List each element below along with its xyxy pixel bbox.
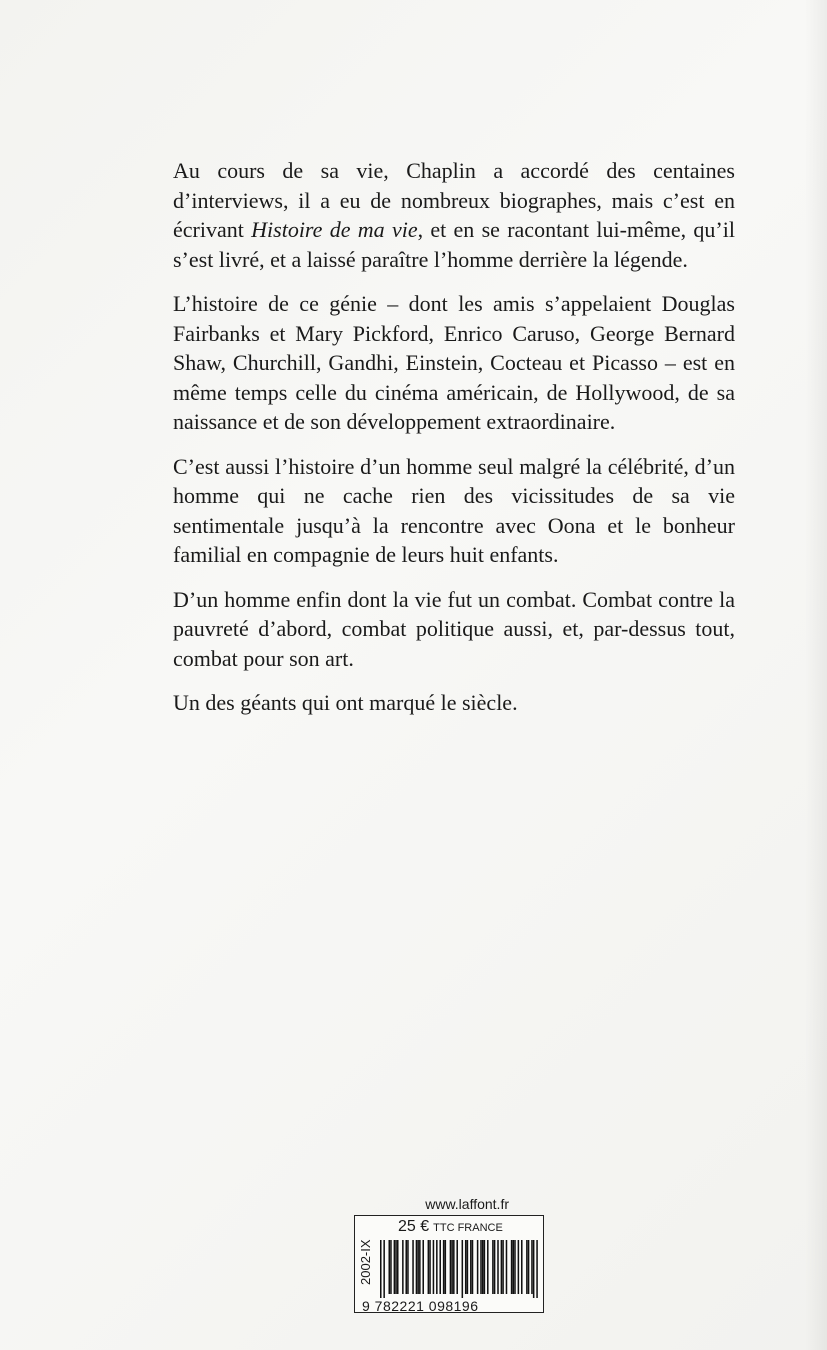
barcode-bar	[383, 1240, 385, 1298]
barcode-bar	[497, 1240, 499, 1294]
isbn-digits: 9 782221 098196	[362, 1298, 479, 1314]
barcode-bar	[536, 1240, 538, 1298]
page-edge-shadow	[805, 0, 827, 1350]
barcode-bar	[443, 1240, 445, 1294]
barcode-bar	[484, 1240, 486, 1294]
blurb-paragraph-2: L’histoire de ce génie – dont les amis s’appelaient Douglas Fairbanks et Mary Pickford, Enrico Caruso, George Bernard Shaw, Churchill, Gandhi, Einstein, Cocteau et Picasso – est en même temps celle du cinéma américain, de Hollywood, de sa naissance et de son développement extraordinaire.	[173, 291, 735, 434]
barcode-bar	[521, 1240, 523, 1294]
barcode-bar	[513, 1240, 515, 1294]
price-suffix: TTC FRANCE	[433, 1222, 503, 1234]
barcode-bar	[422, 1240, 424, 1294]
barcode-bar	[482, 1240, 484, 1294]
barcode-bar	[533, 1240, 535, 1298]
barcode-bar	[506, 1240, 508, 1294]
barcode-bar	[395, 1240, 397, 1294]
barcode-bar	[470, 1240, 472, 1294]
back-cover-blurb	[173, 156, 735, 733]
barcode-bar	[462, 1240, 464, 1298]
barcode-bar	[394, 1240, 396, 1294]
barcode-bar	[380, 1240, 382, 1298]
barcode-bar	[531, 1240, 533, 1294]
barcode-bar	[388, 1240, 390, 1294]
barcode-bar	[465, 1240, 467, 1294]
price-amount: 25 €	[398, 1218, 430, 1235]
barcode-bar	[494, 1240, 496, 1294]
barcode-bar	[407, 1240, 409, 1294]
barcode-bar	[518, 1240, 520, 1294]
barcode-bar	[502, 1240, 504, 1294]
barcode-bar	[514, 1240, 516, 1294]
barcode-bar	[453, 1240, 455, 1294]
barcode-bar	[480, 1240, 482, 1294]
barcode-bar	[477, 1240, 479, 1294]
isbn-barcode	[380, 1240, 538, 1298]
barcode-bar	[526, 1240, 528, 1294]
barcode-bar	[402, 1240, 404, 1294]
price-label	[398, 1218, 503, 1236]
publisher-url: www.laffont.fr	[425, 1196, 509, 1212]
barcode-bar	[412, 1240, 414, 1294]
blurb-paragraph-5: Un des géants qui ont marqué le siècle.	[173, 690, 518, 715]
barcode-bar	[419, 1240, 421, 1294]
blurb-paragraph-4: D’un homme enfin dont la vie fut un combat. Combat contre la pauvreté d’abord, combat politique aussi, et, par-dessus tout, combat pour son art.	[173, 586, 735, 671]
barcode-bar	[450, 1240, 452, 1294]
barcode-bar	[501, 1240, 503, 1294]
book-title: Histoire de ma vie	[251, 217, 418, 242]
barcode-bar	[390, 1240, 392, 1294]
barcode-bar	[451, 1240, 453, 1294]
blurb-paragraph-3: C’est aussi l’histoire d’un homme seul malgré la célébrité, d’un homme qui ne cache rien des vicissitudes de sa vie sentimentale jusqu’à la rencontre avec Oona et le bonheur familial en compagnie de leurs huit enfants.	[173, 453, 735, 567]
barcode-bar	[472, 1240, 474, 1294]
barcode-bar	[429, 1240, 431, 1294]
barcode-bar	[511, 1240, 513, 1294]
barcode-bar	[416, 1240, 418, 1294]
barcode-bar	[439, 1240, 441, 1294]
barcode-bar	[428, 1240, 430, 1294]
barcode-bar	[397, 1240, 399, 1294]
barcode-bar	[417, 1240, 419, 1294]
barcode-bar	[433, 1240, 435, 1294]
barcode-bar	[528, 1240, 530, 1294]
barcode-bar	[467, 1240, 469, 1294]
barcode-bar	[445, 1240, 447, 1294]
barcode-bar	[487, 1240, 489, 1294]
edition-code: 2002-IX	[358, 1239, 373, 1285]
barcode-bar	[405, 1240, 407, 1294]
barcode-bar	[492, 1240, 494, 1294]
blurb-paragraph-1: Au cours de sa vie, Chaplin a accordé des centaines d’interviews, il a eu de nombreux biographes, mais c’est en écrivant Histoire de ma vie, et en se racontant lui-même, qu’il s’est livré, et a laissé paraître l’homme derrière la légende.	[173, 158, 735, 272]
barcode-bar	[456, 1240, 458, 1294]
barcode-bar	[436, 1240, 438, 1294]
